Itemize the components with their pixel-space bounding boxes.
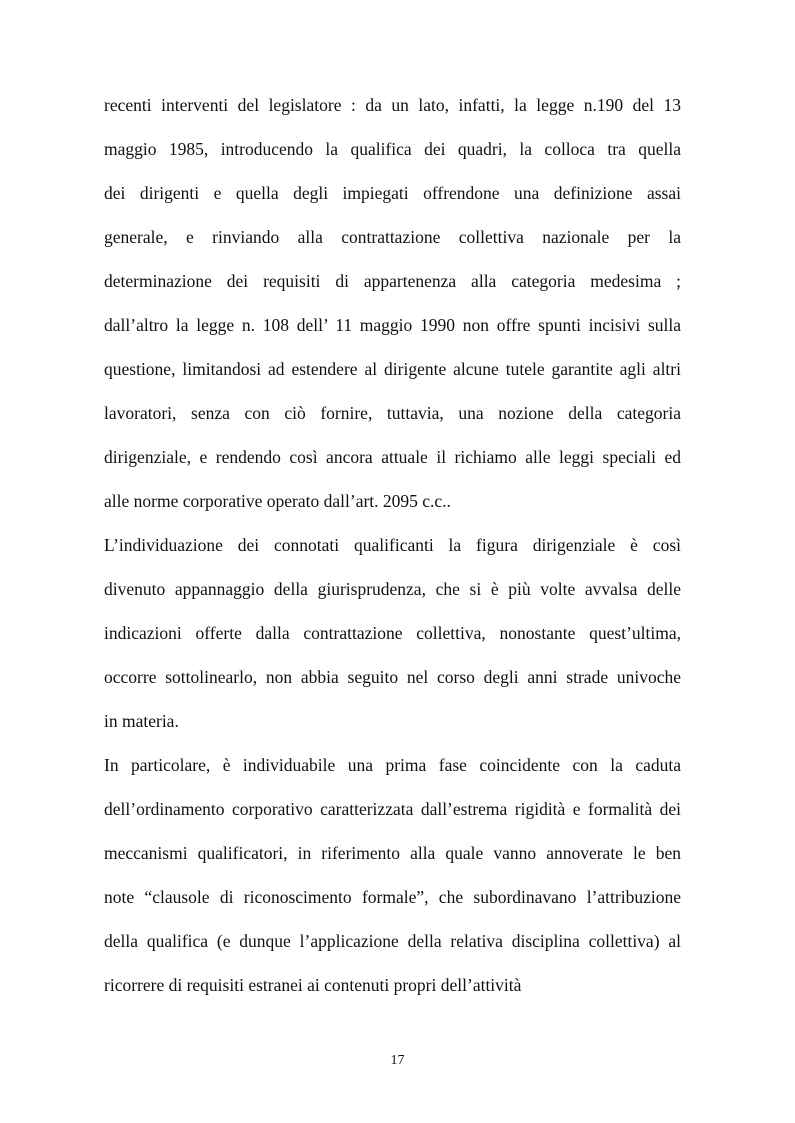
text-line: generale, e rinviando alla contrattazione collettiva nazionale per la	[104, 227, 681, 247]
text-line: dirigenziale, e rendendo così ancora attuale il richiamo alle leggi speciali ed	[104, 447, 681, 467]
paragraph-3	[104, 743, 681, 1007]
body-text	[104, 83, 681, 1007]
text-line: alle norme corporative operato dall’art. 2095 c.c..	[104, 491, 451, 511]
text-line: dall’altro la legge n. 108 dell’ 11 maggio 1990 non offre spunti incisivi sulla	[104, 315, 681, 335]
text-line: occorre sottolinearlo, non abbia seguito nel corso degli anni strade univoche	[104, 667, 681, 687]
text-line: ricorrere di requisiti estranei ai contenuti propri dell’attività	[104, 975, 522, 995]
paragraph-1	[104, 83, 681, 523]
text-line: lavoratori, senza con ciò fornire, tuttavia, una nozione della categoria	[104, 403, 681, 423]
text-line: note “clausole di riconoscimento formale”, che subordinavano l’attribuzione	[104, 887, 681, 907]
text-line: recenti interventi del legislatore : da un lato, infatti, la legge n.190 del 13	[104, 95, 681, 115]
text-line: della qualifica (e dunque l’applicazione della relativa disciplina collettiva) al	[104, 931, 681, 951]
text-line: questione, limitandosi ad estendere al dirigente alcune tutele garantite agli altri	[104, 359, 681, 379]
text-line: maggio 1985, introducendo la qualifica dei quadri, la colloca tra quella	[104, 139, 681, 159]
text-line: meccanismi qualificatori, in riferimento alla quale vanno annoverate le ben	[104, 843, 681, 863]
text-line: dei dirigenti e quella degli impiegati offrendone una definizione assai	[104, 183, 681, 203]
text-line: in materia.	[104, 711, 179, 731]
text-line: L’individuazione dei connotati qualificanti la figura dirigenziale è così	[104, 535, 681, 555]
text-line: indicazioni offerte dalla contrattazione collettiva, nonostante quest’ultima,	[104, 623, 681, 643]
text-line: divenuto appannaggio della giurisprudenza, che si è più volte avvalsa delle	[104, 579, 681, 599]
text-line: dell’ordinamento corporativo caratterizzata dall’estrema rigidità e formalità dei	[104, 799, 681, 819]
text-line: determinazione dei requisiti di appartenenza alla categoria medesima ;	[104, 271, 681, 291]
text-line: In particolare, è individuabile una prima fase coincidente con la caduta	[104, 755, 681, 775]
page-number: 17	[390, 1053, 405, 1068]
paragraph-2	[104, 523, 681, 743]
